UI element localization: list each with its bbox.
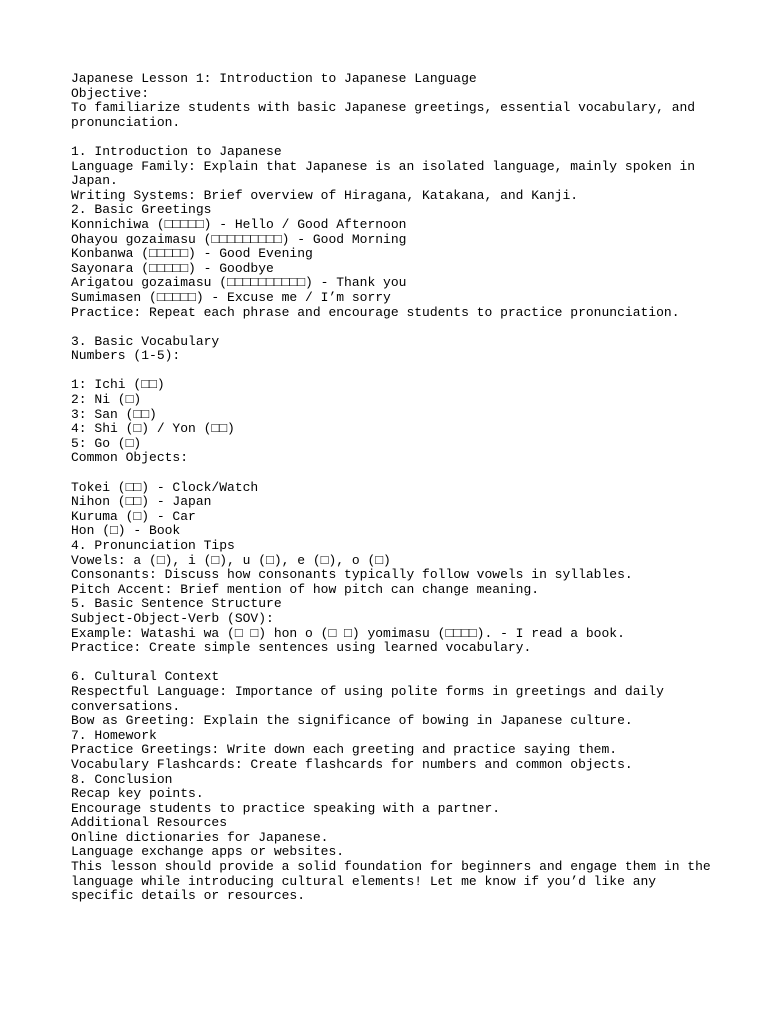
text-line: Konbanwa (□□□□□) - Good Evening	[71, 246, 313, 262]
text-line: Bow as Greeting: Explain the significance of bowing in Japanese culture.	[71, 713, 633, 729]
text-line: Consonants: Discuss how consonants typically follow vowels in syllables.	[71, 567, 633, 583]
text-line: Kuruma (□) - Car	[71, 508, 196, 524]
text-line: Nihon (□□) - Japan	[71, 494, 212, 510]
text-line: Practice: Create simple sentences using learned vocabulary.	[71, 640, 532, 656]
text-line: 6. Cultural Context	[71, 669, 220, 685]
text-line: 5: Go (□)	[71, 435, 142, 451]
text-line: 7. Homework	[71, 727, 157, 743]
text-line: language while introducing cultural elements! Let me know if you’d like any	[71, 873, 657, 889]
text-line: Ohayou gozaimasu (□□□□□□□□□) - Good Morning	[71, 231, 407, 247]
text-line: Sumimasen (□□□□□) - Excuse me / I’m sorry	[71, 289, 391, 305]
text-line: Practice: Repeat each phrase and encourage students to practice pronunciation.	[71, 304, 680, 320]
text-line: Recap key points.	[71, 786, 204, 802]
text-line: Language Family: Explain that Japanese is an isolated language, mainly spoken in	[71, 158, 696, 174]
text-line: Japan.	[71, 173, 118, 189]
text-line: Konnichiwa (□□□□□) - Hello / Good Afternoon	[71, 216, 407, 232]
text-line: To familiarize students with basic Japanese greetings, essential vocabulary, and	[71, 100, 696, 116]
blank-line	[71, 466, 711, 481]
text-line: 3: San (□□)	[71, 406, 157, 422]
text-line: 3. Basic Vocabulary	[71, 333, 220, 349]
text-line: Additional Resources	[71, 815, 228, 831]
text-line: Writing Systems: Brief overview of Hiragana, Katakana, and Kanji.	[71, 187, 579, 203]
text-line: Language exchange apps or websites.	[71, 844, 345, 860]
text-line: specific details or resources.	[71, 888, 306, 904]
text-line: Objective:	[71, 85, 150, 101]
text-line: Subject-Object-Verb (SOV):	[71, 610, 274, 626]
blank-line	[71, 320, 711, 335]
text-line: Online dictionaries for Japanese.	[71, 829, 329, 845]
text-line: 2. Basic Greetings	[71, 202, 212, 218]
text-line: 1. Introduction to Japanese	[71, 143, 282, 159]
blank-line	[71, 130, 711, 145]
text-line: 8. Conclusion	[71, 771, 173, 787]
text-line: Japanese Lesson 1: Introduction to Japanese Language	[71, 71, 477, 86]
text-line: 5. Basic Sentence Structure	[71, 596, 282, 612]
text-line: Vowels: a (□), i (□), u (□), e (□), o (□)	[71, 552, 391, 568]
text-line: Example: Watashi wa (□ □) hon o (□ □) yomimasu (□□□□). - I read a book.	[71, 625, 625, 641]
document-body	[71, 72, 711, 904]
text-line: Arigatou gozaimasu (□□□□□□□□□□) - Thank you	[71, 275, 407, 291]
text-line: This lesson should provide a solid foundation for beginners and engage them in the	[71, 859, 711, 875]
text-line: 4. Pronunciation Tips	[71, 538, 235, 553]
text-line: 1: Ichi (□□)	[71, 377, 165, 393]
blank-line	[71, 656, 711, 671]
text-line: Sayonara (□□□□□) - Goodbye	[71, 260, 274, 276]
text-line: 2: Ni (□)	[71, 392, 142, 408]
text-line: Common Objects:	[71, 450, 189, 466]
text-line: Numbers (1-5):	[71, 348, 181, 364]
text-line: pronunciation.	[71, 114, 181, 130]
text-line: Tokei (□□) - Clock/Watch	[71, 479, 259, 495]
text-line: Pitch Accent: Brief mention of how pitch can change meaning.	[71, 581, 540, 597]
text-line: conversations.	[71, 698, 181, 714]
text-line: 4: Shi (□) / Yon (□□)	[71, 421, 235, 437]
text-line: Encourage students to practice speaking with a partner.	[71, 800, 501, 816]
blank-line	[71, 364, 711, 379]
text-line: Respectful Language: Importance of using polite forms in greetings and daily	[71, 683, 664, 699]
text-line: Practice Greetings: Write down each greeting and practice saying them.	[71, 742, 618, 758]
text-line: Vocabulary Flashcards: Create flashcards for numbers and common objects.	[71, 756, 633, 772]
text-line: Hon (□) - Book	[71, 523, 181, 539]
